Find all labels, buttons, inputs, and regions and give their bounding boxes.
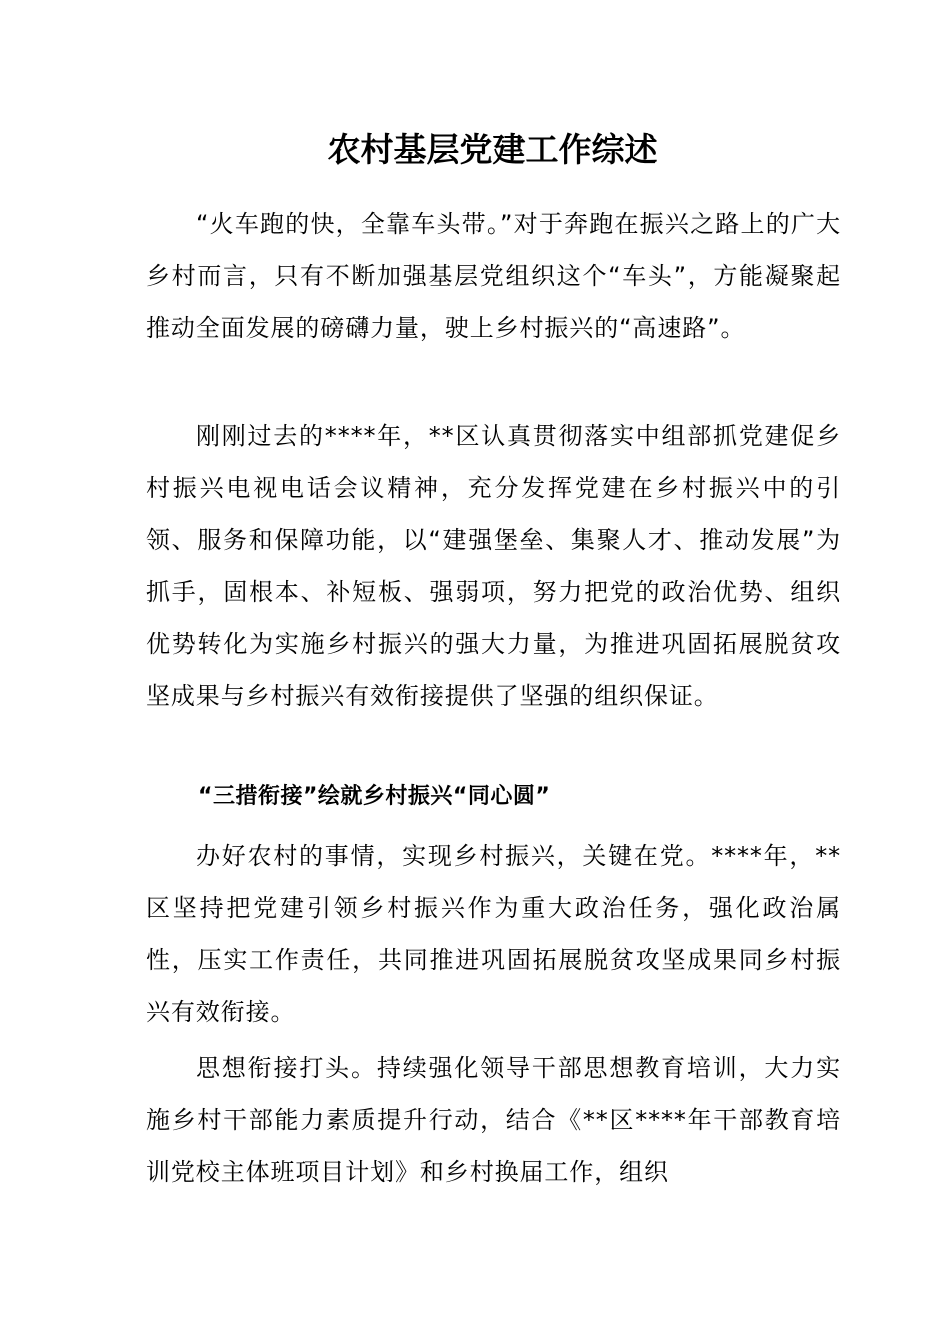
intro-paragraph: “火车跑的快，全靠车头带。”对于奔跑在振兴之路上的广大乡村而言，只有不断加强基层党组织这个“车头”，方能凝聚起推动全面发展的磅礴力量，驶上乡村振兴的“高速路”。 — [146, 210, 841, 342]
document-title: 农村基层党建工作综述 — [327, 130, 658, 169]
section-paragraph: 办好农村的事情，实现乡村振兴，关键在党。****年，**区坚持把党建引领乡村振兴作为重大政治任务，强化政治属性，压实工作责任，共同推进巩固拓展脱贫攻坚成果同乡村振兴有效衔接。 — [146, 842, 841, 1026]
summary-paragraph: 刚刚过去的****年，**区认真贯彻落实中组部抓党建促乡村振兴电视电话会议精神，充分发挥党建在乡村振兴中的引领、服务和保障功能，以“建强堡垒、集聚人才、推动发展”为抓手，固根本、补短板、强弱项，努力把党的政治优势、组织优势转化为实施乡村振兴的强大力量，为推进巩固拓展脱贫攻坚成果与乡村振兴有效衔接提供了坚强的组织保证。 — [146, 422, 841, 710]
section-heading: “三措衔接”绘就乡村振兴“同心圆” — [198, 784, 551, 809]
section-paragraph: 思想衔接打头。持续强化领导干部思想教育培训，大力实施乡村干部能力素质提升行动，结合《**区****年干部教育培训党校主体班项目计划》和乡村换届工作，组织 — [146, 1054, 841, 1186]
